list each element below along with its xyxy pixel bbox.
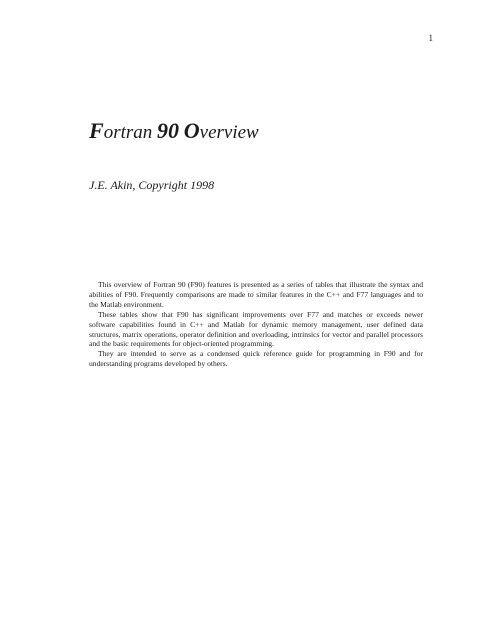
abstract-paragraph-3: They are intended to serve as a condensed quick reference guide for programming in F90 and for understanding programs developed by others. — [89, 349, 423, 369]
document-title — [89, 118, 259, 145]
abstract-paragraph-2: These tables show that F90 has significant improvements over F77 and matches or exceeds newer software capabilities found in C++ and Matlab for dynamic memory management, user defined data structures, matrix operations, operator definition and overloading, intrinsics for vector and parallel processors and the basic requirements for object-oriented programming. — [89, 309, 423, 349]
title-initial-o: O — [183, 118, 200, 143]
abstract-paragraph-1: This overview of Fortran 90 (F90) features is presented as a series of tables that illustrate the syntax and abilities of F90. Frequently comparisons are made to similar features in the C++ and F77 languages and to the Matlab environment. — [89, 280, 423, 309]
author-copyright: J.E. Akin, Copyright 1998 — [89, 178, 215, 192]
title-word-overview: verview — [199, 122, 259, 143]
page-number: 1 — [428, 33, 433, 43]
title-number: 90 — [157, 118, 180, 143]
abstract — [89, 280, 423, 369]
title-word-fortran: ortran — [103, 122, 153, 143]
title-initial-f: F — [89, 118, 104, 143]
